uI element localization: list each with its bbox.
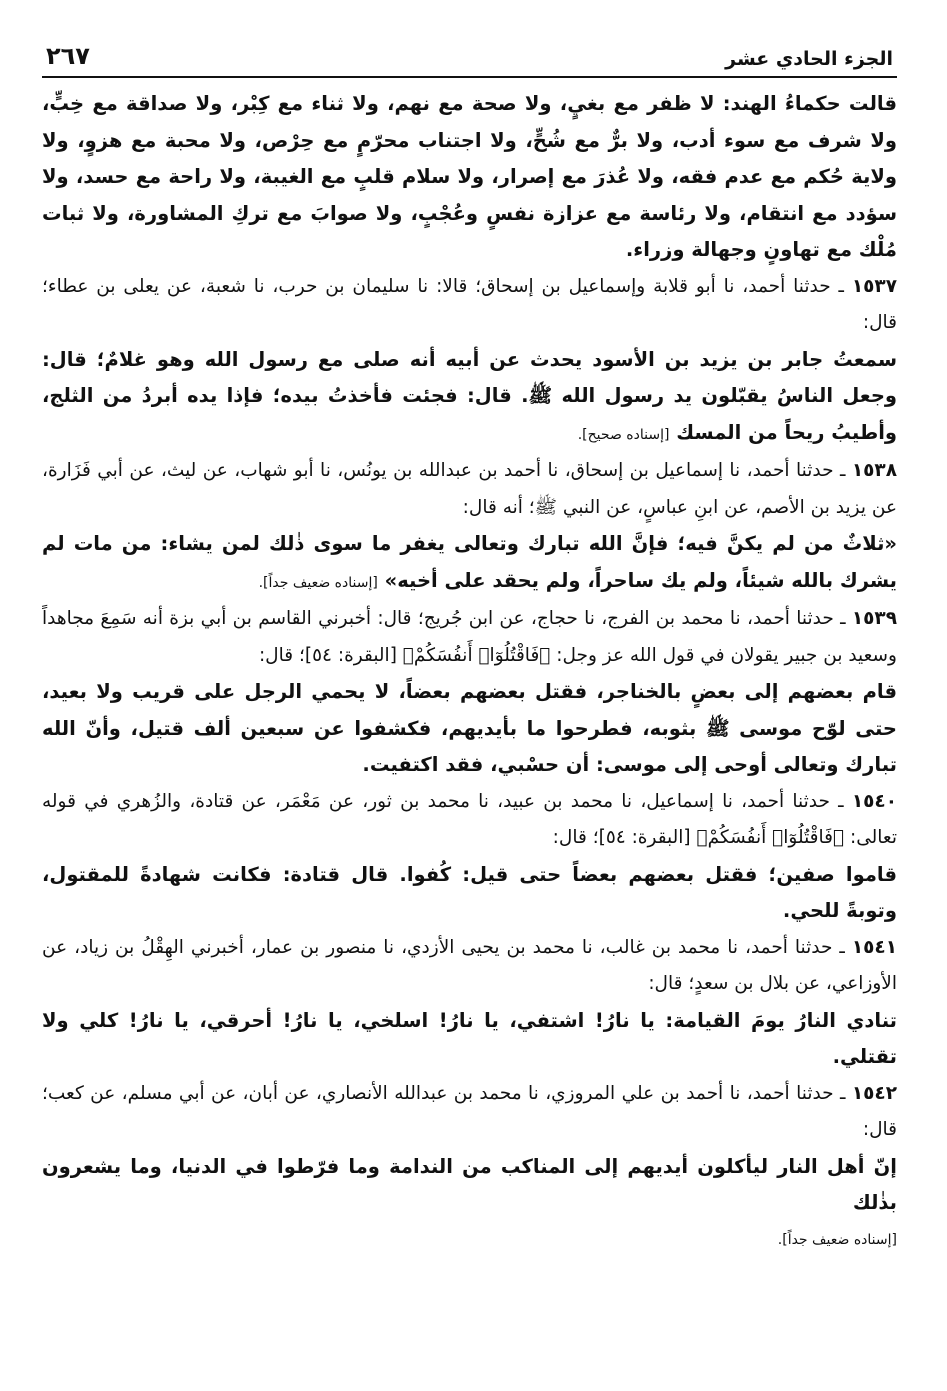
grading-note: [إسناده صحيح]. [577,426,670,443]
hadith-1540-isnad [42,784,897,857]
grading-note: [إسناده ضعيف جداً]. [777,1231,897,1248]
isnad-text: ـ حدثنا أحمد، نا محمد بن غالب، نا محمد بن يحيى الأزدي، نا منصور بن عمار، أخبرني الهِقْلُ بن زياد، عن الأوزاعي، عن بلال بن سعدٍ؛ قال: [42,936,897,994]
matn-text: إنّ أهل النار ليأكلون أيديهم إلى المناكب من الندامة وما فرّطوا في الدنيا، وما يشعرون بذٰلك [42,1154,897,1214]
hadith-1537-isnad [42,269,897,342]
hadith-number: ١٥٣٧ [851,275,897,297]
page-header [42,34,897,78]
isnad-text: ـ حدثنا أحمد، نا أحمد بن علي المروزي، نا محمد بن عبدالله الأنصاري، عن أبان، عن أبي مسلم، عن كعب؛ قال: [42,1082,897,1140]
matn-text: قاموا صفين؛ فقتل بعضهم بعضاً حتى قيل: كُفوا. قال قتادة: فكانت شهادةً للمقتول، وتوبةً للحي. [42,862,897,922]
hadith-1541-matn [42,1003,897,1076]
hadith-1538-matn [42,526,897,601]
hadith-1537-matn [42,342,897,454]
hadith-1542-isnad [42,1076,897,1149]
hadith-1539-isnad [42,601,897,674]
matn-text: تنادي النارُ يومَ القيامة: يا نارُ! اشتفي، يا نارُ! اسلخي، يا نارُ! أحرقي، يا نارُ! كلي ولا تقتلي. [42,1008,897,1068]
hadith-number: ١٥٣٨ [851,460,897,481]
paragraph-text: قالت حكماءُ الهند: لا ظفر مع بغيٍ، ولا صحة مع نهم، ولا ثناء مع كِبْر، ولا صداقة مع خِبٍّ، ولا شرف مع سوء أدب، ولا برٌّ مع شُحٍّ، ولا اجتناب محرّمٍ مع حِرْص، ولا محبة مع هزوٍ، ولا ولاية حُكم مع عدم فقه، ولا عُذرَ مع إصرار، ولا سلام قلبٍ مع الغيبة، ولا راحة مع حسد، ولا سؤدد مع انتقام، ولا رئاسة مع عزازة نفسٍ وعُجْبٍ، ولا صوابَ مع تركِ المشاورة، ولا ثبات مُلْك مع تهاونٍ وجهالة وزراء. [42,92,897,261]
hadith-number: ١٥٤٢ [851,1082,897,1104]
isnad-text: ـ حدثنا أحمد، نا أبو قلابة وإسماعيل بن إسحاق؛ قالا: نا سليمان بن حرب، نا شعبة، عن يعلى بن عطاء؛ قال: [42,275,897,333]
matn-text: قام بعضهم إلى بعضٍ بالخناجر، فقتل بعضهم بعضاً، لا يحمي الرجل على قريب ولا بعيد، حتى لوّح موسى ﷺ بثوبه، فطرحوا ما بأيديهم، فكشفوا عن سبعين ألف قتيل، وأنّ الله تبارك وتعالى أوحى إلى موسى: أن حسْبي، فقد اكتفيت. [42,680,897,776]
page-body [42,86,897,1258]
paragraph-hindu-sages [42,86,897,269]
hadith-1538-isnad [42,453,897,526]
isnad-text: ـ حدثنا أحمد، نا إسماعيل بن إسحاق، نا أحمد بن عبدالله بن يونُس، نا أبو شهاب، عن ليث، عن أبي فَزَارة، عن يزيد بن الأصم، عن ابنِ عباسٍ، عن النبي ﷺ؛ أنه قال: [42,460,897,518]
running-title: الجزء الحادي عشر [725,48,893,70]
matn-text: «ثلاثٌ من لم يكنَّ فيه؛ فإنَّ الله تبارك وتعالى يغفر ما سوى ذٰلك لمن يشاء: من مات لم يشرك بالله شيئاً، ولم يك ساحراً، ولم يحقد على أخيه» [42,532,897,592]
grading-note-final [42,1222,897,1259]
page-number: ٢٦٧ [46,42,90,70]
hadith-1541-isnad [42,930,897,1003]
hadith-1539-matn [42,674,897,784]
hadith-number: ١٥٣٩ [851,608,897,629]
isnad-text: ـ حدثنا أحمد، نا إسماعيل، نا محمد بن عبيد، نا محمد بن ثور، عن مَعْمَر، عن قتادة، والزُهري في قوله تعالى: ﴿فَاقْتُلُوٓا۟ أَنفُسَكُمْ﴾ [البقرة: ٥٤]؛ قال: [42,790,897,848]
matn-text: سمعتُ جابر بن يزيد بن الأسود يحدث عن أبيه أنه صلى مع رسول الله وهو غلامٌ؛ قال: وجعل الناسُ يقبّلون يد رسول الله ﷺ. قال: فجئت فأخذتُ بيده؛ فإذا يده أبردُ من الثلج، وأطيبُ ريحاً من المسك [42,347,897,444]
hadith-1542-matn [42,1149,897,1222]
hadith-1540-matn [42,857,897,930]
hadith-number: ١٥٤٠ [851,790,897,812]
grading-note: [إسناده ضعيف جداً]. [258,574,378,591]
hadith-number: ١٥٤١ [851,936,897,958]
isnad-text: ـ حدثنا أحمد، نا محمد بن الفرج، نا حجاج، عن ابن جُريج؛ قال: أخبرني القاسم بن أبي بزة أنه سَمِعَ مجاهداً وسعيد بن جبير يقولان في قول الله عز وجل: ﴿فَاقْتُلُوٓا۟ أَنفُسَكُمْ﴾ [البقرة: ٥٤]؛ قال: [42,608,897,666]
